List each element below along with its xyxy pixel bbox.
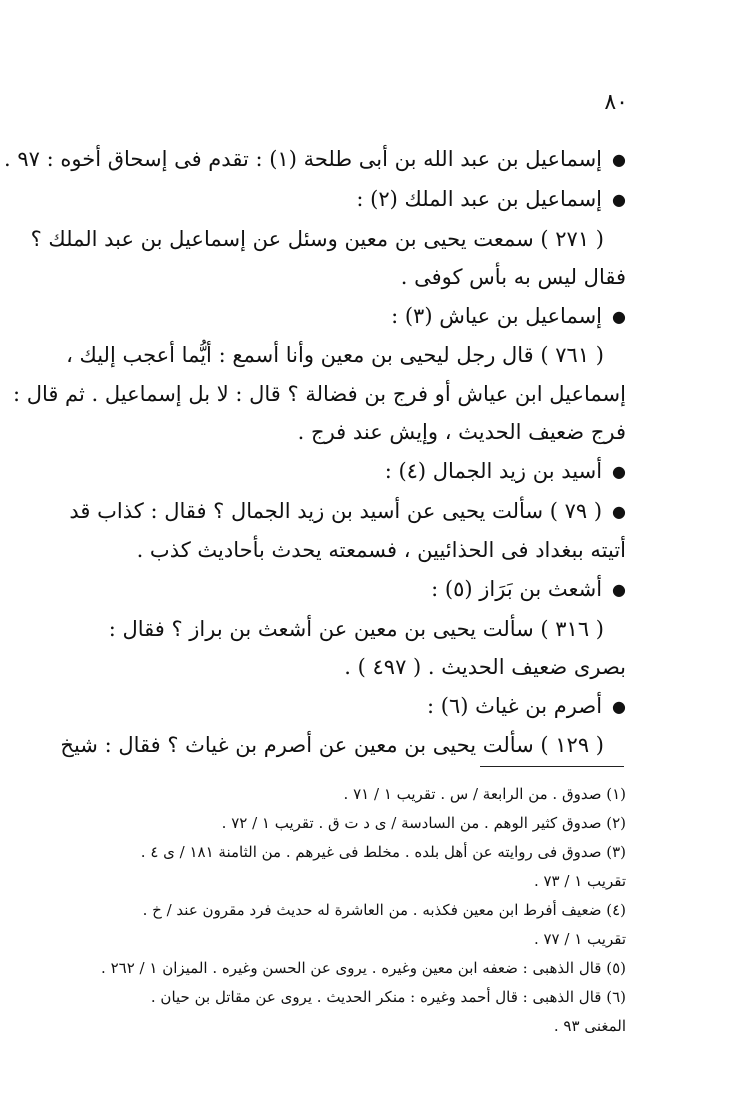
line-text: فرج ضعيف الحديث ، وإيش عند فرج .: [297, 420, 626, 445]
line-text: إسماعيل بن عبد الملك (٢) :: [356, 186, 603, 211]
line-text: إسماعيل بن عبد الله بن أبى طلحة (١) : تقدم فى إسحاق أخوه : ٩٧ .: [4, 147, 603, 171]
line-text: أصرم بن غياث (٦) :: [427, 693, 603, 718]
line-text: ( ٧٩ ) سألت يحيى عن أسيد بن زيد الجمال ؟ فقال : كذاب قد: [69, 498, 603, 523]
text-line: [69, 492, 626, 532]
line-text: أشعث بن بَرَاز (٥) :: [431, 576, 603, 601]
line-text: ( ٣١٦ ) سألت يحيى بن معين عن أشعث بن براز ؟ فقال :: [108, 616, 604, 641]
text-line: [60, 726, 626, 765]
footnote: (٦) قال الذهبى : قال أحمد وغيره : منكر الحديث . يروى عن مقاتل بن حيان .: [150, 988, 626, 1006]
line-text: أسيد بن زيد الجمال (٤) :: [384, 458, 603, 483]
text-line: [4, 140, 626, 180]
text-line: [80, 413, 626, 452]
footnote: (٣) صدوق فى روايته عن أهل بلده . مخلط فى غيرهم . من الثامنة ١٨١ / ى ٤ .: [140, 843, 626, 861]
text-line: [30, 220, 626, 259]
bullet-icon: ●: [612, 501, 626, 521]
footnote-continuation: تقريب ١ / ٧٣ .: [533, 872, 626, 890]
main-text: [4, 140, 626, 765]
page-number: ٨٠: [604, 90, 628, 115]
text-line: [80, 610, 626, 649]
line-text: بصرى ضعيف الحديث . ( ٤٩٧ ) .: [344, 655, 626, 679]
bullet-icon: ●: [612, 462, 626, 481]
footnote-continuation: المغنى ٩٣ .: [553, 1017, 626, 1035]
text-line: [80, 687, 626, 727]
footnote: (٢) صدوق كثير الوهم . من السادسة / ى د ت ق . تقريب ١ / ٧٢ .: [221, 814, 626, 832]
line-text: إسماعيل بن عياش (٣) :: [391, 303, 603, 328]
text-line: [80, 570, 626, 610]
line-text: ( ١٢٩ ) سألت يحيى بن معين عن أصرم بن غياث ؟ فقال : شيخ: [60, 733, 604, 758]
footnote: (٤) ضعيف أفرط ابن معين فكذبه . من العاشرة له حديث فرد مقرون عند / خ .: [142, 901, 626, 919]
bullet-icon: ●: [612, 190, 626, 209]
footnote-continuation: تقريب ١ / ٧٧ .: [533, 930, 626, 948]
bullet-icon: ●: [612, 696, 626, 716]
bullet-icon: ●: [612, 150, 626, 170]
line-text: ( ٧٦١ ) قال رجل ليحيى بن معين وأنا أسمع : أيُّما أعجب إليك ،: [66, 343, 604, 368]
bullet-icon: ●: [612, 580, 626, 599]
line-text: أتيته ببغداد فى الحذائيين ، فسمعته يحدث بأحاديث كذب .: [136, 538, 626, 563]
text-line: [80, 297, 626, 337]
line-text: ( ٢٧١ ) سمعت يحيى بن معين وسئل عن إسماعيل بن عبد الملك ؟: [30, 226, 604, 251]
bullet-icon: ●: [612, 306, 626, 326]
text-line: [12, 375, 626, 414]
line-text: إسماعيل ابن عياش أو فرج بن فضالة ؟ قال : لا بل إسماعيل . ثم قال :: [12, 381, 626, 406]
footnote-divider: [480, 766, 624, 767]
footnote: (٥) قال الذهبى : ضعفه ابن معين وغيره . يروى عن الحسن وغيره . الميزان ١ / ٢٦٢ .: [101, 959, 626, 977]
text-line: [80, 180, 626, 220]
text-line: [80, 648, 626, 687]
text-line: [80, 531, 626, 570]
text-line: [80, 258, 626, 297]
text-line: [80, 452, 626, 492]
footnote: (١) صدوق . من الرابعة / س . تقريب ١ / ٧١ .: [343, 785, 626, 803]
text-line: [66, 336, 626, 375]
footnotes: [70, 780, 626, 1041]
line-text: فقال ليس به بأس كوفى .: [400, 265, 626, 289]
